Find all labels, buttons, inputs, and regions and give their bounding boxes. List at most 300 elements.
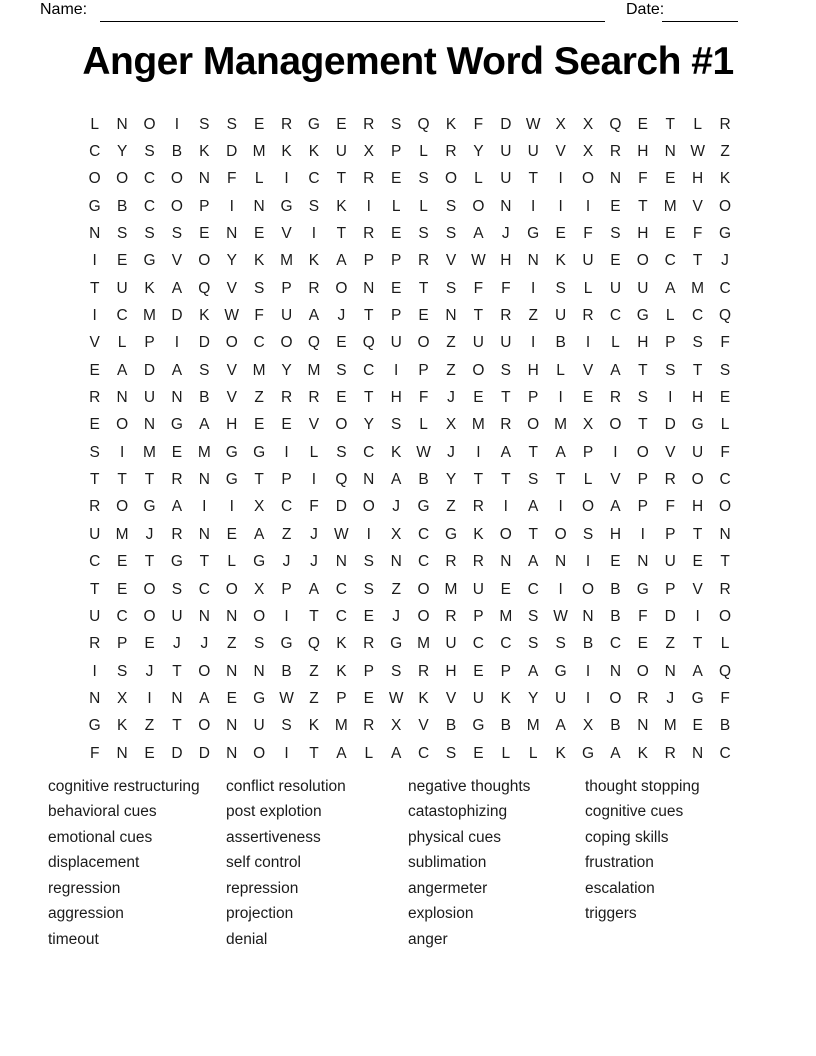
grid-cell: V xyxy=(308,416,320,434)
grid-cell: K xyxy=(391,443,402,461)
grid-cell: I xyxy=(394,361,399,379)
grid-cell: I xyxy=(640,525,645,543)
grid-cell: D xyxy=(664,416,676,434)
grid-cell: X xyxy=(391,717,402,735)
grid-cell: U xyxy=(500,143,512,161)
grid-cell: G xyxy=(253,443,266,461)
grid-cell: S xyxy=(637,389,648,407)
grid-cell: S xyxy=(171,225,183,243)
grid-cell: B xyxy=(610,580,621,598)
grid-cell: H xyxy=(637,225,649,243)
word-list-item: cognitive restructuring xyxy=(48,778,200,795)
grid-cell: C xyxy=(89,553,101,571)
word-list-item: regression xyxy=(48,879,121,897)
grid-cell: T xyxy=(117,471,127,489)
grid-cell: D xyxy=(198,334,210,352)
grid-cell: L xyxy=(720,635,730,653)
grid-cell: R xyxy=(417,662,430,680)
grid-cell: I xyxy=(558,580,563,598)
grid-cell: B xyxy=(582,635,594,653)
grid-cell: K xyxy=(308,252,320,270)
grid-cell: O xyxy=(116,416,129,434)
grid-cell: O xyxy=(444,170,458,188)
grid-cell: T xyxy=(501,471,511,489)
grid-cell: Y xyxy=(281,361,292,379)
grid-cell: Z xyxy=(309,662,319,680)
grid-cell: P xyxy=(391,307,402,325)
grid-cell: C xyxy=(116,607,128,625)
grid-cell: N xyxy=(609,170,622,188)
grid-cell: F xyxy=(720,443,730,461)
word-list-item: projection xyxy=(226,905,294,923)
grid-cell: C xyxy=(417,744,430,762)
grid-cell: N xyxy=(390,553,402,571)
grid-cell: T xyxy=(720,553,730,571)
grid-cell: H xyxy=(527,361,539,379)
grid-cell: I xyxy=(92,252,97,270)
grid-cell: G xyxy=(390,635,403,653)
grid-cell: S xyxy=(199,361,210,379)
grid-cell: E xyxy=(281,416,292,434)
grid-cell: S xyxy=(391,662,402,680)
grid-cell: E xyxy=(144,635,155,653)
grid-cell: G xyxy=(280,635,293,653)
grid-cell: N xyxy=(500,553,512,571)
grid-cell: S xyxy=(610,225,621,243)
grid-cell: I xyxy=(229,197,234,215)
grid-cell: I xyxy=(558,389,563,407)
grid-cell: T xyxy=(638,197,648,215)
grid-cell: F xyxy=(720,689,730,707)
word-list-item: displacement xyxy=(48,854,140,872)
grid-cell: W xyxy=(224,307,240,325)
grid-cell: G xyxy=(691,416,704,434)
grid-cell: N xyxy=(719,525,731,543)
grid-cell: M xyxy=(663,717,677,735)
grid-cell: O xyxy=(636,252,649,270)
word-list-item: physical cues xyxy=(408,828,502,846)
grid-cell: Q xyxy=(307,635,320,653)
grid-cell: Y xyxy=(528,689,539,707)
grid-cell: R xyxy=(500,416,512,434)
grid-cell: V xyxy=(226,279,237,297)
grid-cell: C xyxy=(417,525,430,543)
grid-cell: T xyxy=(89,580,100,598)
grid-cell: R xyxy=(89,635,101,653)
grid-cell: S xyxy=(555,279,566,297)
grid-cell: E xyxy=(226,689,237,707)
grid-cell: C xyxy=(363,443,375,461)
grid-cell: G xyxy=(719,225,732,243)
grid-cell: C xyxy=(472,635,484,653)
word-list-item: catastophizing xyxy=(408,803,508,821)
grid-cell: E xyxy=(473,744,484,762)
grid-cell: M xyxy=(143,307,156,325)
grid-cell: R xyxy=(719,115,731,133)
grid-cell: E xyxy=(363,689,374,707)
grid-cell: J xyxy=(145,525,154,543)
grid-cell: Q xyxy=(719,662,732,680)
word-list-item: thought stopping xyxy=(585,778,700,795)
grid-cell: N xyxy=(335,553,347,571)
grid-cell: E xyxy=(253,225,265,243)
grid-cell: O xyxy=(609,416,622,434)
grid-cell: I xyxy=(174,115,180,133)
grid-cell: N xyxy=(89,689,101,707)
grid-cell: N xyxy=(637,553,649,571)
grid-cell: U xyxy=(472,689,484,707)
grid-cell: I xyxy=(558,197,563,215)
grid-cell: S xyxy=(391,115,402,133)
grid-cell: A xyxy=(308,307,320,325)
grid-cell: A xyxy=(308,580,320,598)
grid-cell: I xyxy=(585,553,591,571)
grid-cell: W xyxy=(471,252,486,270)
grid-cell: N xyxy=(226,662,238,680)
grid-cell: O xyxy=(198,662,211,680)
grid-cell: N xyxy=(555,553,567,571)
word-list-item: angermeter xyxy=(408,879,488,897)
grid-cell: X xyxy=(582,115,594,133)
word-list-item: behavioral cues xyxy=(48,803,157,821)
grid-cell: S xyxy=(692,334,703,352)
grid-cell: O xyxy=(253,607,266,625)
grid-cell: C xyxy=(609,307,622,325)
grid-cell: E xyxy=(89,361,100,379)
grid-cell: S xyxy=(171,580,183,598)
grid-cell: C xyxy=(335,607,347,625)
grid-cell: V xyxy=(171,252,183,270)
grid-cell: R xyxy=(719,580,731,598)
grid-cell: Z xyxy=(446,361,456,379)
grid-cell: S xyxy=(253,635,265,653)
grid-cell: D xyxy=(335,498,347,516)
grid-cell: O xyxy=(719,607,732,625)
grid-cell: C xyxy=(417,553,430,571)
grid-cell: R xyxy=(417,252,430,270)
grid-cell: S xyxy=(226,115,237,133)
grid-cell: E xyxy=(226,525,237,543)
word-list-item: repression xyxy=(226,879,299,897)
grid-cell: H xyxy=(637,334,649,352)
grid-cell: T xyxy=(473,471,484,489)
grid-cell: U xyxy=(89,607,101,625)
grid-cell: R xyxy=(280,115,293,133)
grid-cell: A xyxy=(171,498,183,516)
grid-cell: J xyxy=(282,553,291,571)
grid-cell: V xyxy=(226,361,237,379)
grid-cell: I xyxy=(531,334,536,352)
grid-cell: S xyxy=(116,225,128,243)
grid-cell: U xyxy=(253,717,265,735)
grid-cell: G xyxy=(170,416,183,434)
grid-cell: C xyxy=(143,197,156,215)
grid-cell: B xyxy=(418,471,429,489)
grid-cell: K xyxy=(144,279,155,297)
grid-cell: A xyxy=(391,471,402,489)
grid-cell: Y xyxy=(363,416,374,434)
grid-cell: I xyxy=(284,607,289,625)
grid-cell: G xyxy=(417,498,430,516)
grid-cell: T xyxy=(336,170,347,188)
grid-cell: S xyxy=(253,279,265,297)
grid-cell: T xyxy=(309,744,319,762)
grid-cell: T xyxy=(172,662,182,680)
grid-cell: M xyxy=(526,717,540,735)
grid-cell: K xyxy=(253,252,265,270)
page-title: Anger Management Word Search #1 xyxy=(82,40,734,83)
grid-cell: A xyxy=(555,443,566,461)
grid-cell: L xyxy=(693,115,702,133)
grid-cell: R xyxy=(445,607,457,625)
grid-cell: D xyxy=(143,361,156,379)
grid-cell: U xyxy=(582,252,594,270)
grid-cell: F xyxy=(692,225,703,243)
grid-cell: O xyxy=(719,197,732,215)
grid-cell: T xyxy=(336,225,347,243)
grid-cell: S xyxy=(719,361,731,379)
grid-cell: S xyxy=(665,361,676,379)
grid-cell: N xyxy=(116,744,128,762)
grid-cell: P xyxy=(199,197,210,215)
grid-cell: P xyxy=(281,580,292,598)
grid-cell: W xyxy=(334,525,349,543)
grid-cell: O xyxy=(609,689,622,707)
grid-cell: E xyxy=(391,225,402,243)
grid-cell: K xyxy=(719,170,731,188)
grid-cell: R xyxy=(472,553,484,571)
grid-cell: S xyxy=(336,443,347,461)
grid-cell: R xyxy=(280,389,293,407)
grid-cell: E xyxy=(610,252,621,270)
grid-cell: U xyxy=(390,334,402,352)
grid-cell: R xyxy=(609,143,622,161)
grid-cell: N xyxy=(171,389,183,407)
grid-cell: F xyxy=(638,170,648,188)
grid-cell: J xyxy=(310,525,318,543)
grid-cell: P xyxy=(473,607,484,625)
grid-cell: W xyxy=(525,115,541,133)
grid-cell: P xyxy=(281,279,292,297)
grid-cell: B xyxy=(281,662,292,680)
grid-cell: N xyxy=(116,389,128,407)
grid-cell: A xyxy=(610,744,621,762)
grid-cell: N xyxy=(609,662,622,680)
grid-cell: N xyxy=(226,744,238,762)
grid-cell: J xyxy=(721,252,729,270)
grid-cell: I xyxy=(202,498,207,516)
grid-cell: Q xyxy=(335,471,348,489)
grid-cell: V xyxy=(582,361,594,379)
grid-cell: P xyxy=(363,252,374,270)
grid-cell: C xyxy=(527,580,539,598)
grid-cell: W xyxy=(553,607,568,625)
grid-cell: L xyxy=(364,744,374,762)
grid-cell: R xyxy=(609,389,622,407)
grid-cell: I xyxy=(366,525,371,543)
grid-cell: R xyxy=(363,115,375,133)
grid-cell: U xyxy=(527,143,539,161)
grid-cell: S xyxy=(445,197,457,215)
grid-cell: T xyxy=(692,252,703,270)
grid-cell: G xyxy=(307,115,320,133)
grid-cell: Q xyxy=(307,334,320,352)
grid-cell: V xyxy=(226,389,237,407)
grid-cell: I xyxy=(284,443,289,461)
grid-cell: S xyxy=(528,635,539,653)
grid-cell: N xyxy=(363,279,375,297)
grid-cell: Z xyxy=(227,635,237,653)
grid-cell: S xyxy=(363,580,374,598)
grid-cell: O xyxy=(636,443,649,461)
grid-cell: E xyxy=(719,389,731,407)
grid-cell: R xyxy=(664,744,676,762)
grid-cell: E xyxy=(665,225,676,243)
grid-cell: O xyxy=(691,471,704,489)
grid-cell: M xyxy=(252,361,266,379)
grid-cell: O xyxy=(170,170,183,188)
grid-cell: I xyxy=(174,334,180,352)
grid-cell: O xyxy=(472,197,485,215)
grid-cell: R xyxy=(363,635,375,653)
grid-cell: O xyxy=(527,416,540,434)
grid-cell: E xyxy=(610,553,621,571)
grid-cell: R xyxy=(308,389,320,407)
grid-cell: S xyxy=(445,225,457,243)
grid-cell: S xyxy=(528,607,539,625)
grid-cell: T xyxy=(89,471,100,489)
grid-cell: U xyxy=(500,170,512,188)
grid-cell: R xyxy=(363,170,375,188)
word-list-item: self control xyxy=(226,854,301,872)
grid-cell: O xyxy=(88,170,101,188)
grid-cell: U xyxy=(116,279,128,297)
grid-cell: L xyxy=(474,170,483,188)
grid-cell: O xyxy=(143,115,156,133)
grid-cell: T xyxy=(555,471,566,489)
grid-cell: M xyxy=(252,143,266,161)
grid-cell: R xyxy=(89,389,101,407)
grid-cell: T xyxy=(364,307,374,325)
grid-cell: K xyxy=(336,635,347,653)
grid-cell: K xyxy=(116,717,128,735)
grid-cell: H xyxy=(445,662,457,680)
grid-cell: K xyxy=(500,689,511,707)
grid-cell: D xyxy=(171,307,183,325)
grid-cell: O xyxy=(581,580,595,598)
grid-cell: O xyxy=(225,580,238,598)
grid-cell: A xyxy=(555,717,566,735)
grid-cell: S xyxy=(582,525,594,543)
grid-cell: G xyxy=(581,744,595,762)
grid-cell: F xyxy=(501,279,511,297)
grid-cell: J xyxy=(392,607,401,625)
grid-cell: V xyxy=(555,143,566,161)
grid-cell: P xyxy=(391,143,402,161)
grid-cell: Q xyxy=(417,115,430,133)
grid-cell: G xyxy=(88,197,101,215)
grid-cell: I xyxy=(147,689,152,707)
grid-cell: A xyxy=(665,279,676,297)
grid-cell: B xyxy=(445,717,457,735)
grid-cell: G xyxy=(636,580,649,598)
grid-cell: I xyxy=(284,170,289,188)
grid-cell: P xyxy=(528,389,539,407)
grid-cell: E xyxy=(116,580,128,598)
grid-cell: U xyxy=(555,689,567,707)
grid-cell: V xyxy=(665,443,676,461)
grid-cell: A xyxy=(253,525,265,543)
grid-cell: S xyxy=(391,416,402,434)
grid-cell: T xyxy=(309,607,319,625)
grid-cell: I xyxy=(585,334,591,352)
grid-cell: H xyxy=(500,252,512,270)
grid-cell: G xyxy=(444,525,458,543)
grid-cell: L xyxy=(309,443,319,461)
grid-cell: B xyxy=(171,143,183,161)
grid-cell: K xyxy=(418,689,429,707)
grid-cell: T xyxy=(692,525,703,543)
grid-cell: C xyxy=(198,580,210,598)
grid-cell: A xyxy=(528,662,539,680)
grid-cell: V xyxy=(418,717,429,735)
grid-cell: M xyxy=(334,717,348,735)
grid-cell: N xyxy=(664,662,676,680)
grid-cell: N xyxy=(226,607,238,625)
grid-cell: W xyxy=(388,689,404,707)
grid-cell: X xyxy=(582,416,594,434)
grid-cell: F xyxy=(638,607,648,625)
name-label: Name: xyxy=(40,1,88,18)
grid-cell: M xyxy=(280,252,293,270)
grid-cell: L xyxy=(611,334,620,352)
grid-cell: N xyxy=(692,744,704,762)
word-list-item: cognitive cues xyxy=(585,803,684,821)
grid-cell: F xyxy=(720,334,730,352)
grid-cell: I xyxy=(311,225,317,243)
grid-cell: I xyxy=(585,197,591,215)
grid-cell: O xyxy=(198,717,211,735)
grid-cell: B xyxy=(719,717,731,735)
grid-cell: I xyxy=(695,607,700,625)
grid-cell: K xyxy=(336,197,347,215)
grid-cell: E xyxy=(582,389,594,407)
grid-cell: I xyxy=(613,443,618,461)
grid-cell: F xyxy=(473,115,484,133)
grid-cell: E xyxy=(89,416,100,434)
grid-cell: Q xyxy=(719,307,732,325)
grid-cell: H xyxy=(226,416,238,434)
grid-cell: X xyxy=(445,416,457,434)
grid-cell: N xyxy=(582,607,594,625)
grid-cell: E xyxy=(391,279,402,297)
grid-cell: E xyxy=(473,389,484,407)
grid-cell: T xyxy=(528,525,538,543)
grid-cell: H xyxy=(692,498,704,516)
grid-cell: T xyxy=(638,361,648,379)
grid-cell: R xyxy=(582,307,594,325)
grid-cell: H xyxy=(609,525,622,543)
grid-cell: E xyxy=(171,443,183,461)
grid-cell: C xyxy=(500,635,512,653)
grid-cell: M xyxy=(471,416,485,434)
grid-cell: W xyxy=(279,689,294,707)
grid-cell: G xyxy=(527,225,540,243)
grid-cell: G xyxy=(88,717,101,735)
grid-cell: G xyxy=(170,553,183,571)
grid-cell: K xyxy=(336,662,347,680)
grid-cell: F xyxy=(665,498,675,516)
